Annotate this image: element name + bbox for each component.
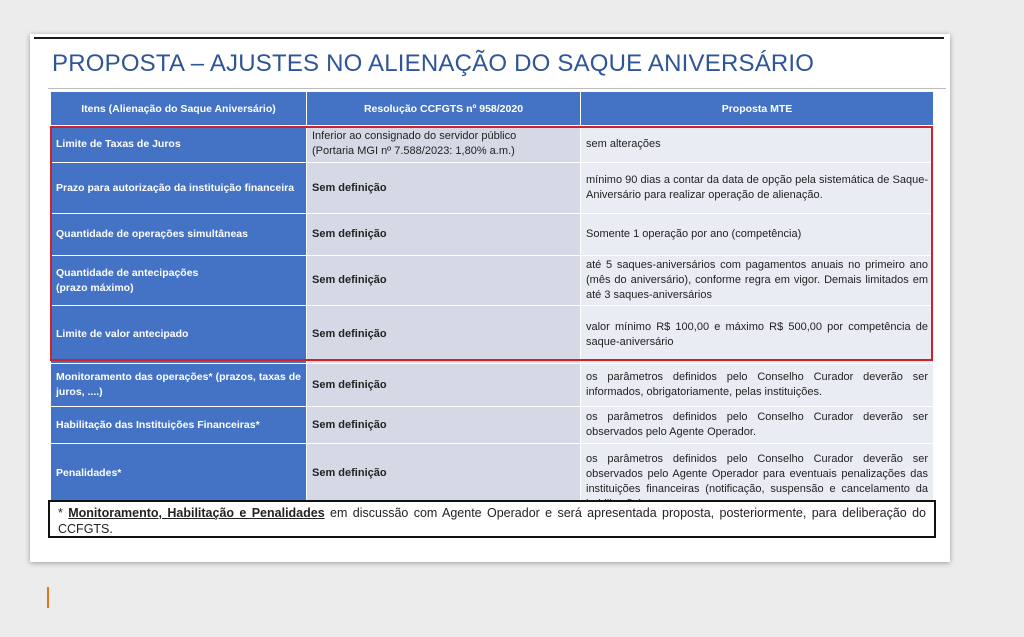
text-cursor-marker [47, 587, 49, 608]
slide-top-border [34, 37, 944, 39]
header-items: Itens (Alienação do Saque Aniversário) [51, 92, 307, 126]
row-proposta: os parâmetros definidos pelo Conselho Curador deverão ser informados, obrigatoriamente, pelas instituições. [581, 364, 934, 407]
row-item: Monitoramento das operações* (prazos, taxas de juros, ....) [51, 364, 307, 407]
header-resolucao: Resolução CCFGTS nº 958/2020 [307, 92, 581, 126]
row-proposta: os parâmetros definidos pelo Conselho Curador deverão ser observados pelo Agente Operador. [581, 407, 934, 444]
proposal-table [50, 91, 934, 504]
row-resolucao-line1: Inferior ao consignado do servidor público [312, 130, 517, 142]
row-resolucao: Sem definição [307, 256, 581, 306]
row-item: Limite de Taxas de Juros [51, 126, 307, 163]
row-proposta: valor mínimo R$ 100,00 e máximo R$ 500,00 por competência de saque-aniversário [581, 306, 934, 364]
row-item: Penalidades* [51, 444, 307, 504]
row-resolucao-line2: (Portaria MGI nº 7.588/2023: 1,80% a.m.) [312, 145, 515, 157]
footnote-box [48, 500, 936, 538]
row-resolucao: Sem definição [307, 407, 581, 444]
row-resolucao [307, 126, 581, 163]
table-row [51, 163, 934, 214]
row-proposta-text: os parâmetros definidos pelo Conselho Curador deverão ser observados pelo Agente Operador para eventuais penalizações das instituições financeiras (notificação, suspensão e cancelamento da [586, 452, 928, 495]
row-proposta: Somente 1 operação por ano (competência) [581, 214, 934, 256]
footnote-text: em discussão com Agente Operador e será apresentada proposta, posteriormente, para deliberação do CCFGTS. [58, 506, 926, 536]
row-proposta: até 5 saques-aniversários com pagamentos anuais no primeiro ano (mês do aniversário), conforme regra em vigor. Demais limitados em até 3 saques-aniversários [581, 256, 934, 306]
row-item-line2: (prazo máximo) [56, 281, 134, 294]
row-item: Quantidade de operações simultâneas [51, 214, 307, 256]
title-divider [48, 88, 946, 89]
row-item: Habilitação das Instituições Financeiras* [51, 407, 307, 444]
row-proposta [581, 444, 934, 504]
row-proposta: sem alterações [581, 126, 934, 163]
row-resolucao: Sem definição [307, 214, 581, 256]
slide-title: PROPOSTA – AJUSTES NO ALIENAÇÃO DO SAQUE ANIVERSÁRIO [52, 50, 815, 77]
table-row [51, 214, 934, 256]
row-resolucao: Sem definição [307, 364, 581, 407]
table-row [51, 126, 934, 163]
row-proposta: mínimo 90 dias a contar da data de opção pela sistemática de Saque-Aniversário para realizar operação de alienação. [581, 163, 934, 214]
row-item: Prazo para autorização da instituição financeira [51, 163, 307, 214]
slide [30, 34, 950, 562]
table-row [51, 407, 934, 444]
table-row [51, 306, 934, 364]
footnote-emphasis: Monitoramento, Habilitação e Penalidades [68, 506, 325, 520]
table-row [51, 256, 934, 306]
table-row [51, 444, 934, 504]
row-item [51, 256, 307, 306]
table-row [51, 364, 934, 407]
row-resolucao: Sem definição [307, 163, 581, 214]
footnote-asterisk: * [58, 506, 63, 520]
row-item-line1: Quantidade de antecipações [56, 266, 199, 279]
table-header-row [51, 92, 934, 126]
row-item: Limite de valor antecipado [51, 306, 307, 364]
header-proposta: Proposta MTE [581, 92, 934, 126]
row-resolucao: Sem definição [307, 444, 581, 504]
row-resolucao: Sem definição [307, 306, 581, 364]
